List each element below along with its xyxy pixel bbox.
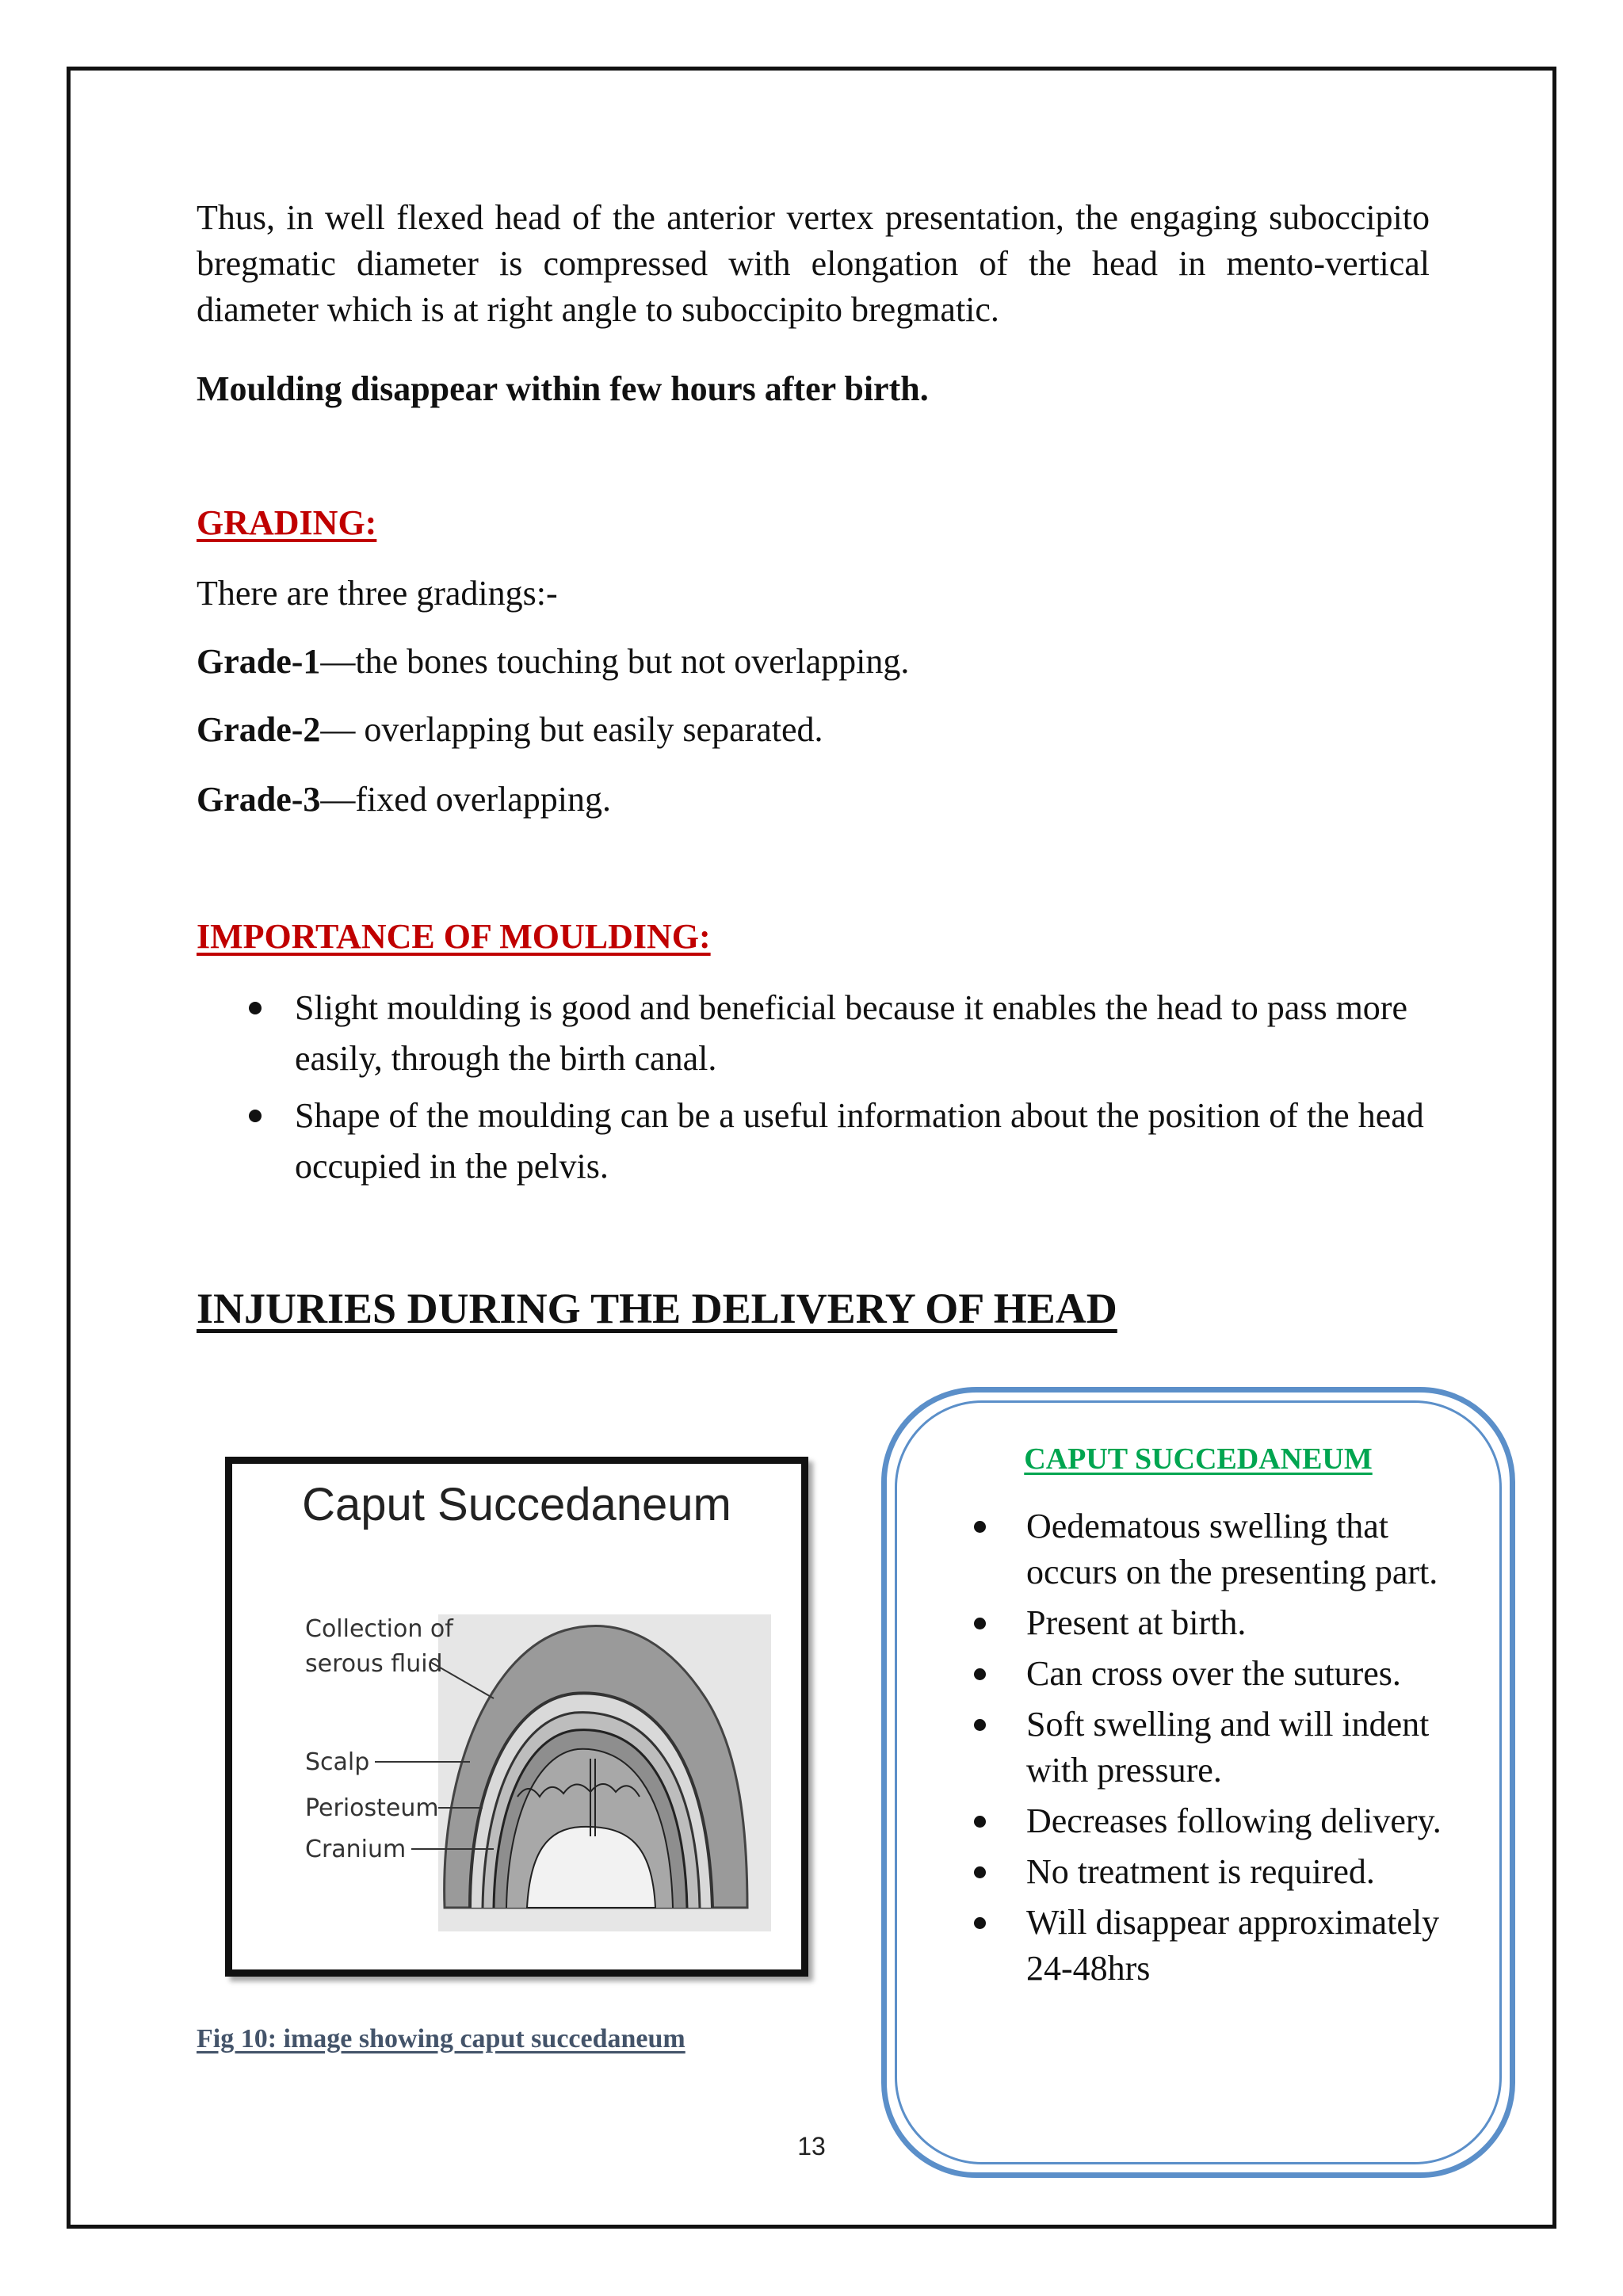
grade-3-text: —fixed overlapping. bbox=[320, 780, 611, 819]
bullet-icon bbox=[974, 1719, 986, 1731]
grade-3-label: Grade-3 bbox=[197, 780, 321, 819]
grade-3-line bbox=[197, 777, 611, 823]
bullet-icon bbox=[249, 1002, 262, 1014]
bullet-icon bbox=[974, 1816, 986, 1828]
importance-list bbox=[238, 983, 1442, 1192]
diagram-drawing bbox=[438, 1614, 771, 1931]
callout-bullet-4: Soft swelling and will indent with pressure. bbox=[1026, 1705, 1430, 1790]
label-scalp: Scalp bbox=[305, 1748, 370, 1776]
list-item bbox=[969, 1600, 1476, 1646]
list-item bbox=[238, 1091, 1442, 1192]
bullet-icon bbox=[974, 1917, 986, 1929]
callout-bullet-3: Can cross over the sutures. bbox=[1026, 1654, 1401, 1693]
bullet-icon bbox=[974, 1618, 986, 1629]
grade-2-line bbox=[197, 707, 823, 753]
bullet-icon bbox=[974, 1668, 986, 1680]
page-number: 13 bbox=[797, 2132, 826, 2160]
caput-figure bbox=[225, 1457, 808, 1977]
importance-bullet-1: Slight moulding is good and beneficial because it enables the head to pass more easily, through the birth canal. bbox=[295, 988, 1407, 1078]
label-collection-2: serous fluid bbox=[305, 1650, 443, 1678]
bullet-icon bbox=[974, 1521, 986, 1533]
intro-paragraph: Thus, in well flexed head of the anterior vertex presentation, the engaging suboccipito bregmatic diameter is compressed with elongation of the head in mento-vertical diameter which is at right angle to suboccipito bregmatic. bbox=[197, 198, 1430, 329]
list-item bbox=[969, 1651, 1476, 1697]
grade-2-text: — overlapping but easily separated. bbox=[320, 710, 823, 749]
list-item bbox=[969, 1798, 1476, 1844]
grading-heading: GRADING: bbox=[197, 503, 377, 542]
figure-caption: Fig 10: image showing caput succedaneum bbox=[197, 2024, 685, 2053]
label-cranium: Cranium bbox=[305, 1836, 407, 1863]
list-item bbox=[969, 1900, 1476, 1992]
callout-bullet-7: Will disappear approximately 24-48hrs bbox=[1026, 1903, 1440, 1988]
callout-bullet-5: Decreases following delivery. bbox=[1026, 1801, 1442, 1840]
grade-1-line bbox=[197, 639, 909, 685]
figure-title: Caput Succedaneum bbox=[302, 1479, 731, 1530]
moulding-note: Moulding disappear within few hours after birth. bbox=[197, 369, 929, 408]
list-item bbox=[969, 1849, 1476, 1895]
caput-callout-box bbox=[881, 1387, 1515, 2178]
label-collection-1: Collection of bbox=[305, 1615, 453, 1643]
callout-bullet-1: Oedematous swelling that occurs on the presenting part. bbox=[1026, 1507, 1438, 1591]
grade-2-label: Grade-2 bbox=[197, 710, 321, 749]
importance-heading: IMPORTANCE OF MOULDING: bbox=[197, 917, 711, 956]
callout-bullet-2: Present at birth. bbox=[1026, 1603, 1247, 1642]
callout-list bbox=[969, 1503, 1476, 1996]
importance-bullet-2: Shape of the moulding can be a useful information about the position of the head occupied in the pelvis. bbox=[295, 1096, 1424, 1186]
label-periosteum: Periosteum bbox=[305, 1794, 439, 1822]
bullet-icon bbox=[974, 1866, 986, 1878]
grade-1-label: Grade-1 bbox=[197, 642, 321, 681]
callout-bullet-6: No treatment is required. bbox=[1026, 1852, 1375, 1891]
callout-title: CAPUT SUCCEDANEUM bbox=[1024, 1442, 1373, 1476]
list-item bbox=[238, 983, 1442, 1084]
caput-diagram bbox=[232, 1464, 801, 1969]
grade-1-text: —the bones touching but not overlapping. bbox=[320, 642, 910, 681]
grading-intro: There are three gradings:- bbox=[197, 574, 558, 613]
injuries-heading: INJURIES DURING THE DELIVERY OF HEAD bbox=[197, 1285, 1117, 1332]
list-item bbox=[969, 1503, 1476, 1595]
bullet-icon bbox=[249, 1110, 262, 1122]
list-item bbox=[969, 1702, 1476, 1794]
